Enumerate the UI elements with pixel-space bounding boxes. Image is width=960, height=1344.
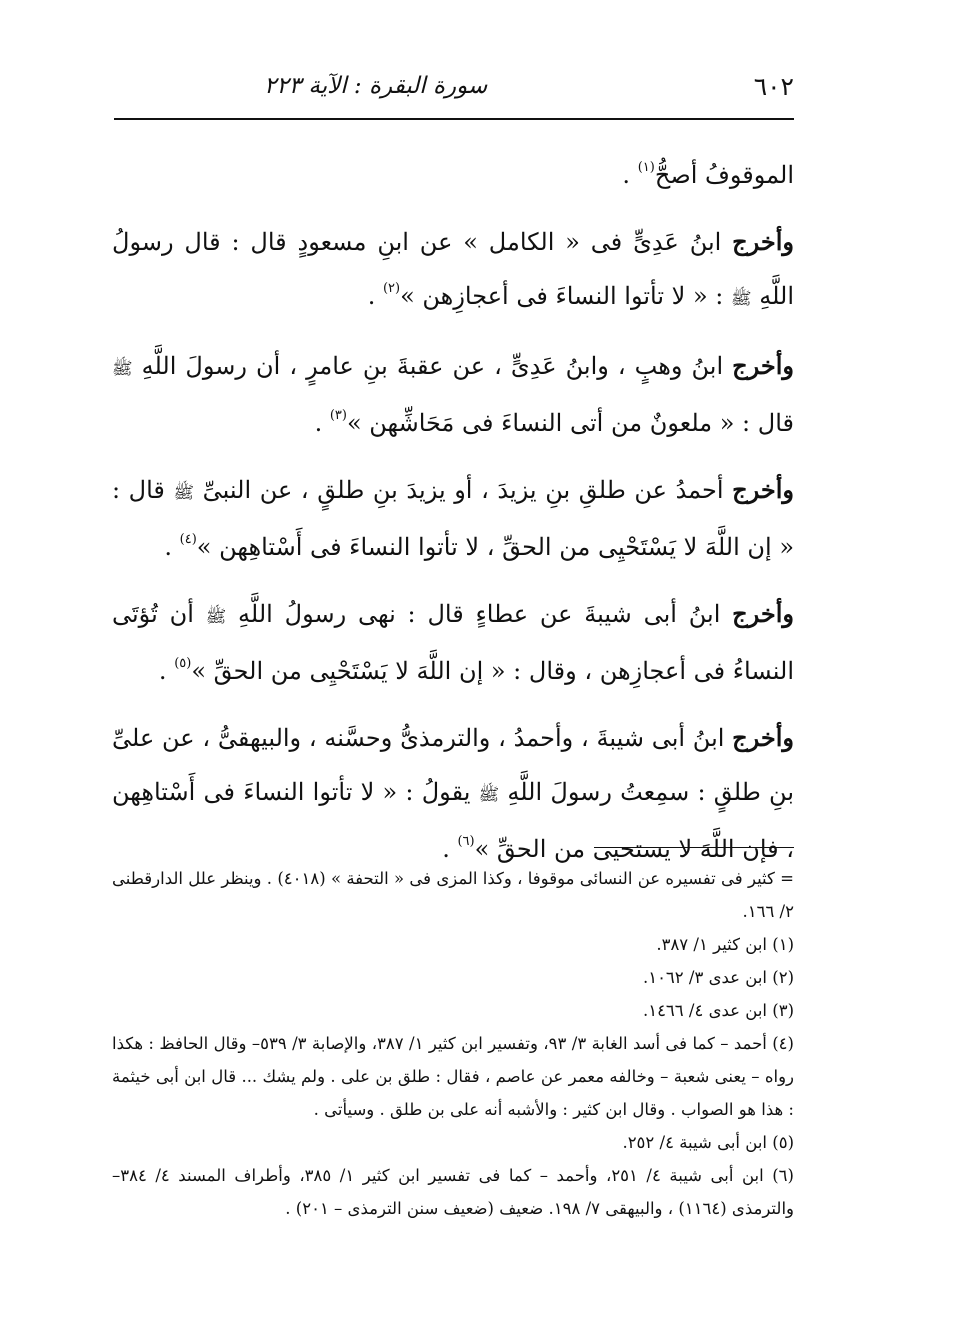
footnote-marker[interactable]: (١)	[637, 160, 655, 175]
paragraph-text-2: : « لا تأتوا النساءَ فى أعجازِهن »	[400, 282, 732, 310]
page-header	[114, 66, 794, 106]
paragraph-2	[112, 215, 794, 326]
main-text	[112, 148, 794, 889]
salawat-glyph: ﷺ	[205, 607, 227, 627]
paragraph-end: .	[367, 282, 383, 310]
paragraph-end: .	[314, 409, 330, 437]
page-number: ٦٠٢	[753, 71, 794, 101]
footnote-4: (٤) أحمد – كما فى أسد الغابة ٣/ ٩٣، وتفسير ابن كثير ١/ ٣٨٧، والإصابة ٣/ ٥٣٩– وقال الحافظ : هكذا رواه – يعنى شعبة – وخالفه معمر عن عاصم ، فقال : طلق بن على . ولم يشك ... قال ابن أبى خيثمة : هذا هو الصواب . وقال ابن كثير : والأشبه أنه على بن طلق . وسيأتى .	[112, 1034, 794, 1119]
salawat-glyph: ﷺ	[112, 359, 133, 379]
paragraph-text-2: قال : « إن اللَّهَ لا يَسْتَحْيِى من الحقِّ ، لا تأتوا النساءَ فى أَسْتاهِهن »	[112, 476, 794, 561]
running-title: سورة البقرة : الآية ٢٢٣	[264, 73, 488, 99]
lead-word: وأخرج	[732, 723, 794, 752]
paragraph-text: ابنُ أبى شيبةَ ، وأحمدُ ، والترمذىُّ وحسَّنه ، والبيهقىُّ ، عن علىِّ بنِ طلقٍ : سمِعتُ رسولَ اللَّهِ	[112, 724, 794, 806]
lead-word: وأخرج	[732, 475, 794, 504]
salawat-glyph: ﷺ	[731, 289, 752, 309]
paragraph-3	[112, 339, 794, 450]
paragraph-text: الموقوفُ أصحُّ	[654, 161, 794, 189]
paragraph-end: .	[164, 533, 180, 561]
paragraph-end: .	[442, 835, 458, 863]
paragraph-text-2: أن تُؤتَى النساءُ فى أعجازِهن ، وقال : « إن اللَّهَ لا يَسْتَحْيِى من الحقِّ »	[112, 600, 794, 685]
footnote-6: (٦) ابن أبى شيبة ٤/ ٢٥١، وأحمد – كما فى تفسير ابن كثير ١/ ٣٨٥، وأطراف المسند ٤/ ٣٨٤– والترمذى (١١٦٤) ، والبيهقى ٧/ ١٩٨. ضعيف (ضعيف سنن الترمذى – ٢٠١) .	[112, 1166, 794, 1218]
footnote-marker[interactable]: (٤)	[179, 532, 197, 547]
lead-word: وأخرج	[732, 599, 794, 628]
paragraph-6	[112, 711, 794, 876]
paragraph-end: .	[158, 657, 175, 685]
paragraph-text: ابنُ عَدِىٍّ فى « الكامل » عن ابنِ مسعودٍ قال : قال رسولُ اللَّهِ	[112, 228, 794, 310]
paragraph-text: ابنُ وهبٍ ، وابنُ عَدِىٍّ ، عن عقبةَ بنِ عامرٍ ، أن رسولَ اللَّهِ	[132, 352, 733, 380]
footnote-marker[interactable]: (٣)	[329, 408, 347, 423]
paragraph-text: ابنُ أبى شيبةَ عن عطاءٍ قال : نهى رسولُ اللَّهِ	[226, 600, 733, 628]
paragraph-text-2: يقولُ : « لا تأتوا النساءَ فى أَسْتاهِهن ، فإن اللَّهَ لا يستحيى من الحقِّ »	[112, 778, 794, 863]
footnote-marker[interactable]: (٥)	[174, 656, 192, 671]
footnote-rule	[594, 847, 794, 848]
lead-word: وأخرج	[732, 351, 794, 380]
footnote-marker[interactable]: (٦)	[457, 834, 475, 849]
footnote-marker[interactable]: (٢)	[382, 281, 401, 296]
footnotes	[112, 862, 794, 1225]
footnote-continuation: = كثير فى تفسيره عن النسائى موقوفا ، وكذا المزى فى « التحفة » (٤٠١٨) . وينظر علل الدارقطنى ٢/ ١٦٦.	[112, 869, 794, 921]
footnote-2: (٢) ابن عدى ٣/ ١٠٦٢.	[642, 968, 794, 987]
paragraph-text-2: قال : « ملعونٌ من أتى النساءَ فى مَحَاشِّهن »	[346, 409, 794, 437]
salawat-glyph: ﷺ	[478, 785, 500, 805]
footnote-3: (٣) ابن عدى ٤/ ١٤٦٦.	[642, 1001, 794, 1020]
paragraph-5	[112, 587, 794, 698]
header-rule	[114, 118, 794, 120]
salawat-glyph: ﷺ	[173, 483, 195, 503]
paragraph-1	[112, 148, 794, 202]
paragraph-4	[112, 463, 794, 574]
paragraph-end: .	[622, 161, 638, 189]
paragraph-text: أحمدُ عن طلقِ بنِ يزيدَ ، أو يزيدَ بنِ طلقٍ ، عن النبىِّ	[194, 476, 733, 504]
footnote-1: (١) ابن كثير ١/ ٣٨٧.	[656, 935, 794, 954]
lead-word: وأخرج	[732, 227, 794, 256]
footnote-5: (٥) ابن أبى شيبة ٤/ ٢٥٢.	[622, 1133, 794, 1152]
